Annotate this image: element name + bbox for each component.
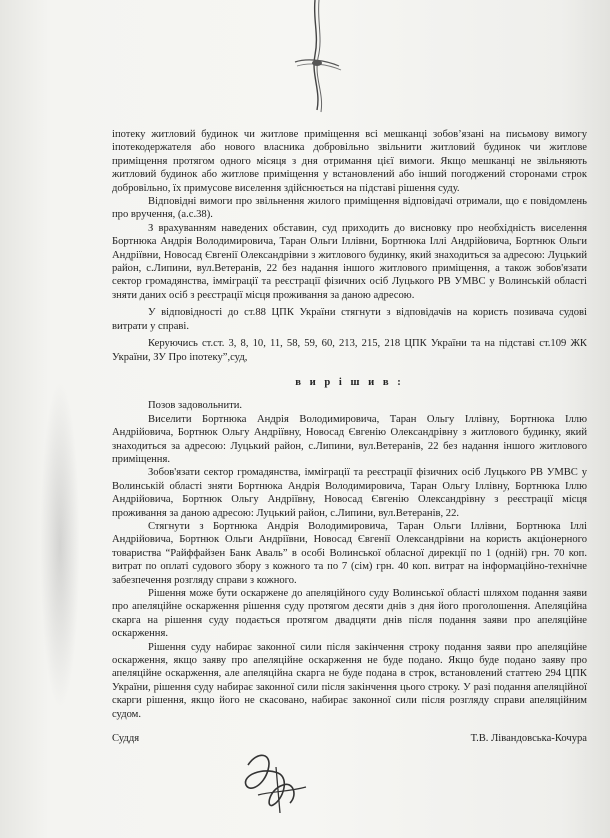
judge-name: Т.В. Лівандовська-Кочура (470, 733, 587, 744)
decision-paragraph: Рішення суду набирає законної сили після закінчення строку подання заяви про апеляційне оскарження, якщо заяву про апеляційне оскарження не буде подано. Якщо буде подано заяву про апеляційне оскарження, але апеляційна скарга не буде подана в строк, встановлений статтею 294 ЦПК України, рішення суду набирає законної сили після закінчення цього строку. У разі подання апеляційної скарги рішення, якщо його не скасовано, набирає законної сили після розгляду справи апеляційним судом. (112, 641, 587, 720)
decision-heading: в и р і ш и в : (295, 376, 404, 388)
paragraph: Керуючись ст.ст. 3, 8, 10, 11, 58, 59, 60, 213, 215, 218 ЦПК України та на підставі ст.109 ЖК України, ЗУ Про іпотеку”,суд, (112, 338, 587, 363)
decision-paragraph: Позов задовольнити. (148, 400, 243, 412)
paragraph: Відповідні вимоги про звільнення жилого приміщення відповідачі отримали, що є повідомлень про вручення, (а.с.38). (112, 196, 587, 221)
decision-paragraph: Рішення може бути оскаржене до апеляційного суду Волинської області шляхом подання заяви про апеляційне оскарження рішення суду протягом десяти днів з дня його проголошення. Апеляційна скарга на рішення суду подається протягом двадцяти днів після подання заяви про апеляційне оскарження. (112, 588, 587, 640)
paragraph: іпотеку житловий будинок чи житлове приміщення всі мешканці зобов’язані на письмову вимогу іпотекодержателя або нового власника добровільно звільнити житловий будинок чи житлове приміщення протягом одного місяця з дня отримання цієї вимоги. Якщо мешканці не звільняють житловий будинок або житлове приміщення у встановлений або інший погоджений сторонами строк добровільно, їх примусове виселення здійснюється на підставі рішення суду. (112, 129, 587, 194)
scan-shadow (40, 380, 80, 710)
decision-paragraph: Стягнути з Бортнюка Андрія Володимировича, Таран Ольги Іллівни, Бортнюка Іллі Андрійовича, Бортнюк Ольги Андріївни, Новосад Євгенії Олександрівни на користь акціонерного товариства “Райффайзен Банк Аваль” в особі Волинської обласної дирекції по 1 (одній) грн. 70 коп. витрат по оплаті судового збору з кожного та по 7 (сім) грн. 40 коп. витрат на інформаційно-технічне забезпечення розгляду справи з кожного. (112, 520, 587, 586)
judge-title: Суддя (112, 733, 140, 744)
handwritten-signature-icon (228, 745, 328, 820)
document-body (112, 128, 587, 721)
paragraph: З врахуванням наведених обставин, суд приходить до висновку про необхідність виселення Бортнюка Андрія Володимировича, Таран Ольги Іллівни, Бортнюка Іллі Андрійовича, Бортнюк Ольги Андріївни, Новосад Євгенії Олександрівни з житлового будинку, який знаходиться за адресою: Луцький район, с.Липини, вул.Ветеранів, 22 без надання іншого житлового приміщення, а також зобов'язати сектор громадянства, іммiграцiї та реєстрації фізичних осіб Луцького РВ УМВС у Волинській області зняти даних осіб з реєстрації місця проживання за даною адресою. (112, 222, 587, 301)
decision-paragraph: Зобов'язати сектор громадянства, імміграції та реєстрації фізичних осіб Луцького РВ УМВС у Волинській області зняти Бортнюка Андрія Володимировича, Таран Ольгу Іллівну, Бортнюка Іллю Андрійовича, Бортнюк Ольгу Андріївну, Новосад Євгенію Олександрівну з реєстрації місця проживання за даною адресою: Луцький район, с.Липини, вул.Ветеранів, 22. (112, 467, 587, 519)
decision-paragraph: Виселити Бортнюка Андрія Володимировича, Таран Ольгу Іллівну, Бортнюка Іллю Андрійовича, Бортнюк Ольгу Андріївну, Новосад Євгенію Олександрівну з житлового будинку, який знаходиться за адресою: Луцький район, с.Липини, вул.Ветеранів, 22 без надання іншого житлового приміщення. (112, 413, 587, 465)
paragraph: У відповідності до ст.88 ЦПК України стягнути з відповідачів на користь позивача судові витрати у справі. (112, 307, 587, 332)
binding-thread-icon (255, 0, 375, 130)
